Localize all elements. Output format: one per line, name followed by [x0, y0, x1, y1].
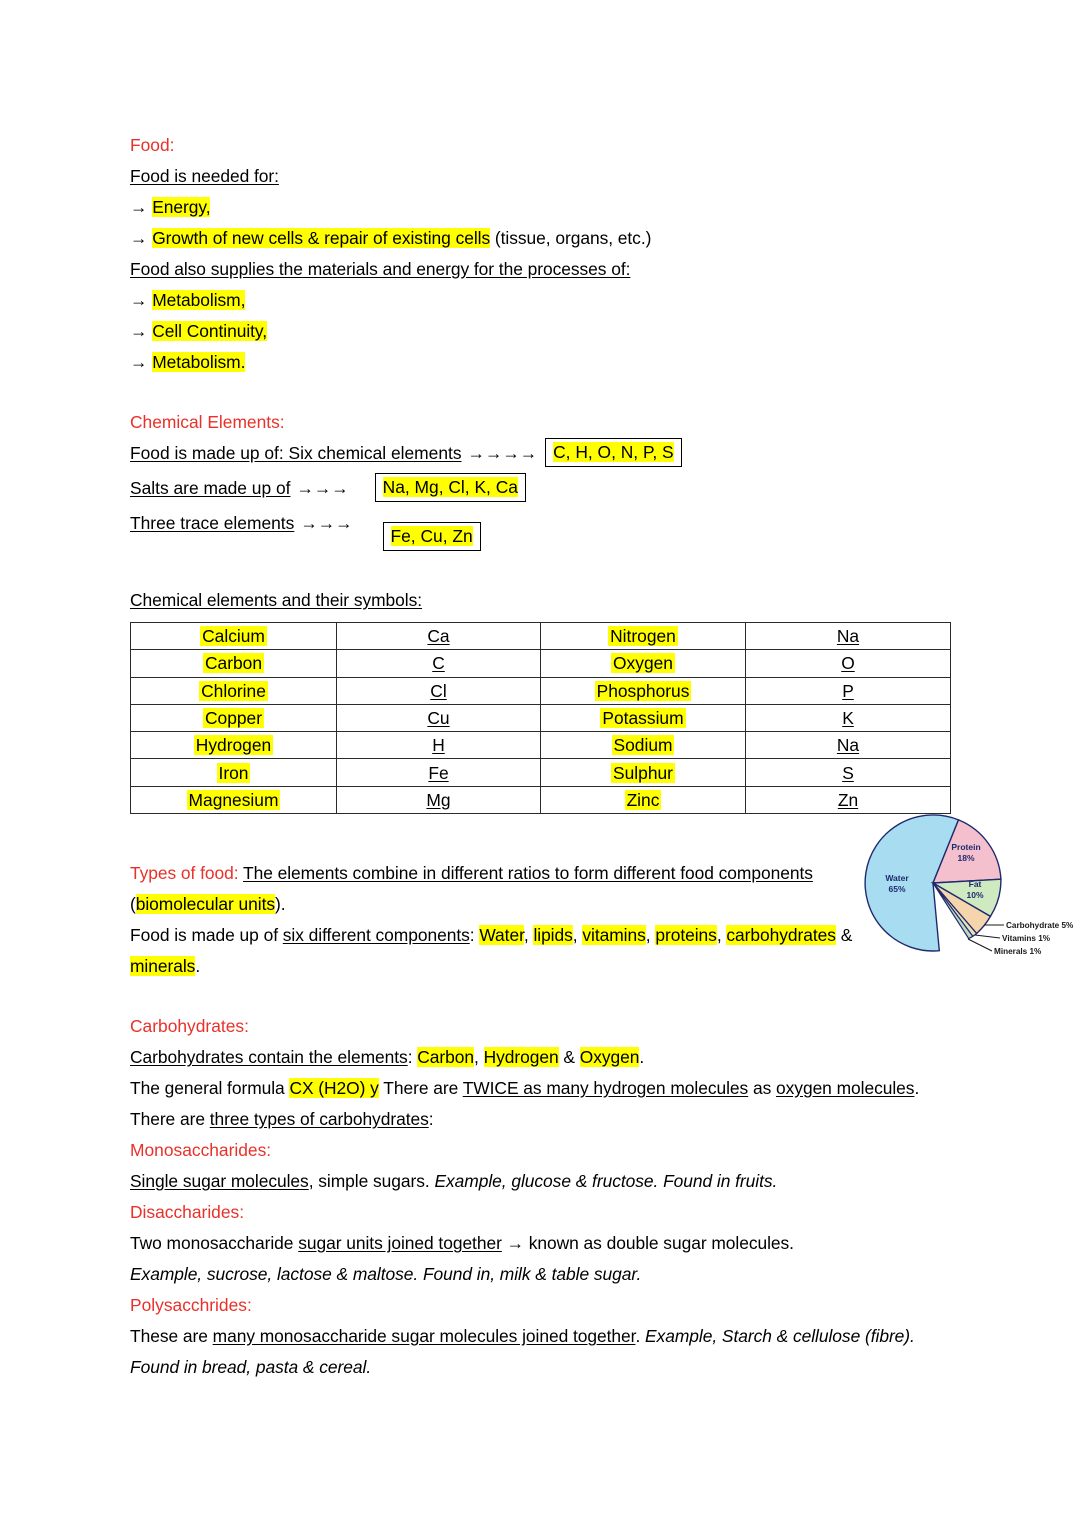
pie-label-fat-value: 10%: [966, 890, 984, 900]
arrow-icon: →: [130, 352, 148, 372]
food-bullet-energy: → Energy,: [130, 197, 211, 217]
arrow-icon: →: [130, 321, 148, 341]
arrow-icon: →: [130, 197, 148, 217]
disaccharides-body-line-2: Example, sucrose, lactose & maltose. Found in, milk & table sugar.: [130, 1264, 642, 1285]
chemical-row-trace-elements: Three trace elements →→→ Fe, Cu, Zn: [130, 508, 960, 551]
pie-leader-line-vitamins: [975, 935, 1000, 938]
arrows-icon: →→→→: [467, 443, 538, 463]
food-bullet-growth: → Growth of new cells & repair of existing cells (tissue, organs, etc.): [130, 228, 652, 248]
table-row: Chlorine Cl Phosphorus P: [131, 677, 951, 704]
arrows-icon: →→→: [300, 513, 353, 533]
food-bullet-cell-continuity: → Cell Continuity,: [130, 321, 268, 341]
spacer: [130, 551, 960, 585]
pie-label-fat-name: Fat: [968, 879, 982, 889]
types-of-food-paragraph: Types of food: The elements combine in different ratios to form different food components (biomolecular units).: [130, 863, 813, 915]
food-bullet-metabolism-2: → Metabolism.: [130, 352, 246, 372]
carbohydrates-formula-line: The general formula CX (H2O) y There are TWICE as many hydrogen molecules as oxygen molecules.: [130, 1078, 920, 1099]
spacer: [130, 814, 960, 858]
pie-label-water-name: Water: [885, 873, 909, 883]
arrows-icon: →→→: [296, 478, 349, 498]
food-bullet-metabolism-1: → Metabolism,: [130, 290, 246, 310]
notes-content: [130, 130, 960, 1383]
heading-chemical-elements: Chemical Elements:: [130, 412, 285, 432]
arrow-icon: →: [130, 290, 148, 310]
pie-leader-line-minerals: [968, 939, 992, 951]
carbohydrates-types-line: There are three types of carbohydrates:: [130, 1109, 434, 1130]
general-formula: CX (H2O) y: [289, 1078, 379, 1099]
table-row: Magnesium Mg Zinc Zn: [131, 786, 951, 813]
pie-label-water-value: 65%: [888, 884, 906, 894]
pie-callout-carbohydrate: Carbohydrate 5%: [1006, 921, 1074, 930]
food-subheading-1: Food is needed for:: [130, 166, 279, 186]
carbohydrates-elements-line: Carbohydrates contain the elements: Carbon, Hydrogen & Oxygen.: [130, 1047, 645, 1068]
table-caption: Chemical elements and their symbols:: [130, 590, 423, 610]
heading-monosaccharides: Monosaccharides:: [130, 1140, 272, 1161]
pie-label-protein-value: 18%: [957, 853, 975, 863]
callout-trace-elements: Fe, Cu, Zn: [383, 522, 481, 551]
heading-carbohydrates: Carbohydrates:: [130, 1016, 249, 1037]
pie-callout-vitamins: Vitamins 1%: [1002, 934, 1051, 943]
food-subheading-2: Food also supplies the materials and energy for the processes of:: [130, 259, 631, 279]
pie-label-protein-name: Protein: [951, 842, 981, 852]
table-row: Calcium Ca Nitrogen Na: [131, 623, 951, 650]
polysaccharides-body: These are many monosaccharide sugar molecules joined together. Example, Starch & cellulose (fibre). Found in bread, pasta & cereal.: [130, 1326, 915, 1378]
food-composition-pie-chart: [858, 808, 1080, 973]
table-row: Carbon C Oxygen O: [131, 650, 951, 677]
pie-callout-minerals: Minerals 1%: [994, 947, 1042, 956]
spacer: [130, 982, 960, 1011]
food-components-paragraph: Food is made up of six different components: Water, lipids, vitamins, proteins, carbohydrates & minerals.: [130, 925, 853, 977]
heading-disaccharides: Disaccharides:: [130, 1202, 245, 1223]
monosaccharides-body: Single sugar molecules, simple sugars. Example, glucose & fructose. Found in fruits.: [130, 1171, 778, 1192]
callout-six-elements: C, H, O, N, P, S: [545, 438, 681, 467]
table-row: Hydrogen H Sodium Na: [131, 732, 951, 759]
chemical-row-salts: Salts are made up of →→→ Na, Mg, Cl, K, Ca: [130, 473, 960, 504]
chemical-row-six-elements: Food is made up of: Six chemical elements →→→→ C, H, O, N, P, S: [130, 438, 960, 469]
arrow-icon: →: [130, 228, 148, 248]
spacer: [130, 378, 960, 407]
callout-salts: Na, Mg, Cl, K, Ca: [375, 473, 526, 502]
disaccharides-body-line-1: Two monosaccharide sugar units joined together → known as double sugar molecules.: [130, 1233, 794, 1254]
element-symbol-table: [130, 622, 951, 814]
heading-types-of-food: Types of food:: [130, 863, 239, 884]
heading-polysaccharides: Polysacchrides:: [130, 1295, 252, 1316]
table-row: Iron Fe Sulphur S: [131, 759, 951, 786]
heading-food: Food:: [130, 135, 175, 155]
table-row: Copper Cu Potassium K: [131, 704, 951, 731]
